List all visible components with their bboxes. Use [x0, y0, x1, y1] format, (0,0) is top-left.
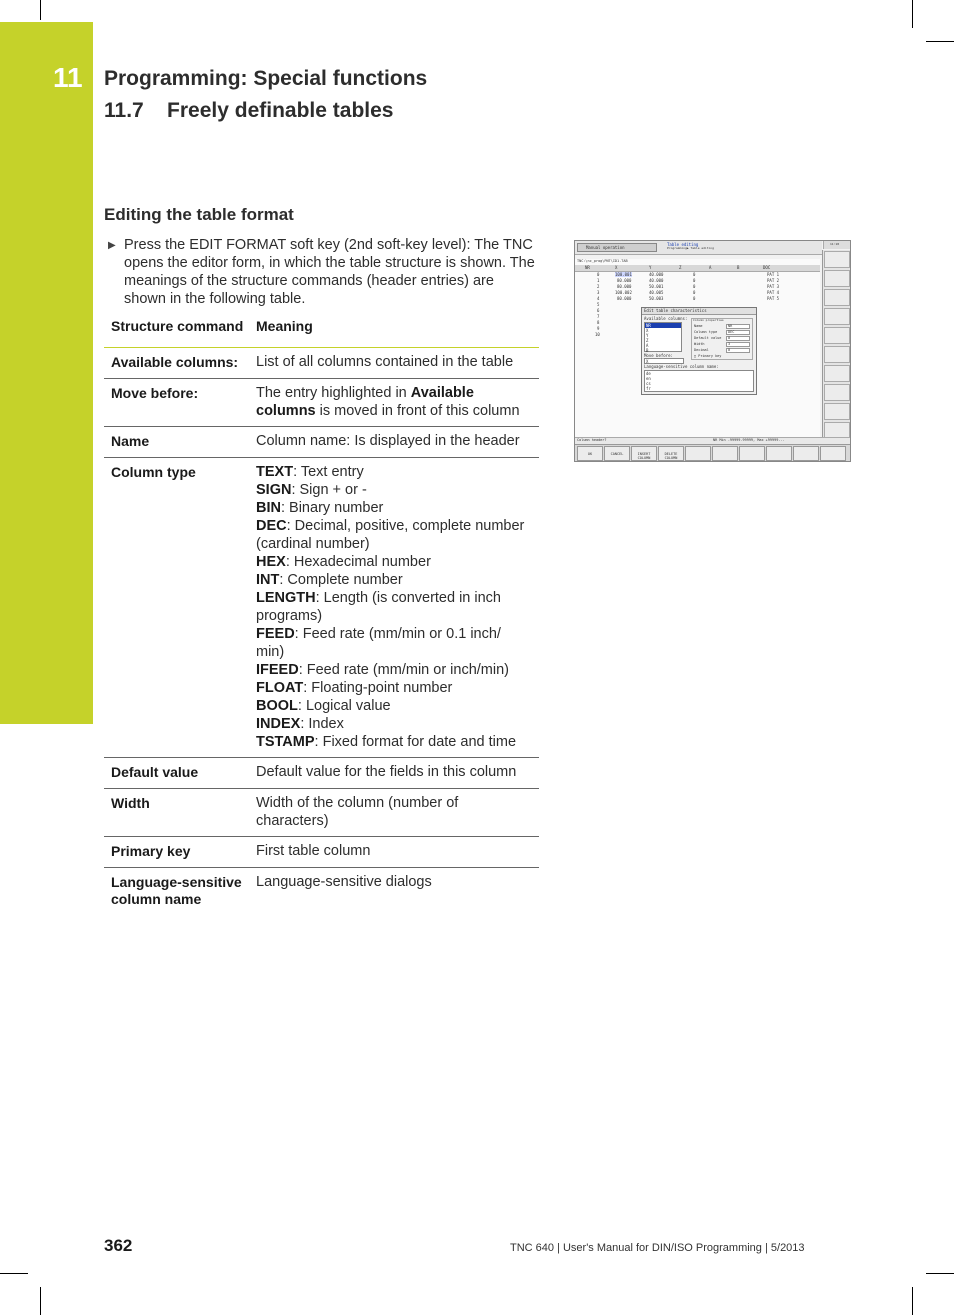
structure-table: [104, 310, 539, 915]
chapter-title: Programming: Special functions: [104, 67, 428, 90]
table-row: [104, 837, 539, 868]
available-columns-list[interactable]: NR X Y Z A B: [644, 322, 682, 352]
subsection-heading: Editing the table format: [104, 205, 294, 224]
header-cell: Meaning: [256, 318, 313, 334]
crop-mark: [926, 1273, 954, 1274]
meaning-cell: List of all columns contained in the table: [256, 354, 514, 370]
vertical-softkey[interactable]: [824, 251, 850, 268]
table-row: [104, 758, 539, 789]
grid-row: 5 6 7 8 9 10: [595, 302, 600, 337]
vertical-softkey[interactable]: [824, 289, 850, 306]
type-line: LENGTH: Length (is converted in inch programs): [256, 590, 501, 624]
table-row: [104, 379, 539, 427]
chapter-sidebar: [0, 22, 93, 724]
grid-header: NR X Y Z A B DOC: [575, 265, 820, 272]
section-title: 11.7 Freely definable tables: [104, 99, 394, 122]
bullet-text: Press the EDIT FORMAT soft key (2nd soft-key level): The TNC opens the editor form, in which the table structure is shown. The meanings of the structure commands (header entries) are shown in the following table.: [124, 237, 535, 307]
prop-field[interactable]: 3: [726, 342, 750, 347]
vertical-softkey[interactable]: [824, 308, 850, 325]
grid-row: 1 80.000 40.000 0 PAT 2: [597, 278, 780, 283]
type-line: BOOL: Logical value: [256, 698, 391, 714]
meaning-cell: Language-sensitive dialogs: [256, 874, 432, 890]
vertical-softkey[interactable]: [824, 327, 850, 344]
type-line: IFEED: Feed rate (mm/min or inch/min): [256, 662, 510, 678]
command-cell: Primary key: [111, 843, 191, 859]
grid-row: 3 100.002 40.005 0 PAT 4: [597, 290, 780, 295]
chapter-number: 11: [53, 62, 83, 93]
command-cell: Default value: [111, 764, 199, 780]
softkey-empty[interactable]: [739, 446, 765, 461]
prop-field[interactable]: DEC: [726, 330, 750, 335]
meaning-text: is moved in front of this column: [315, 403, 520, 419]
table-row: [104, 348, 539, 379]
softkey-delete-column[interactable]: DELETE COLUMN: [658, 446, 684, 461]
type-line: DEC: Decimal, positive, complete number (cardinal number): [256, 518, 525, 552]
prop-field[interactable]: 0: [726, 336, 750, 341]
grid-row: 2 80.000 50.001 0 PAT 3: [597, 284, 780, 289]
meaning-cell: Column name: Is displayed in the header: [256, 433, 520, 449]
command-cell: Width: [111, 795, 150, 811]
type-line: INDEX: Index: [256, 716, 344, 732]
command-cell: Name: [111, 433, 150, 449]
command-cell: Column type: [111, 464, 196, 480]
mode-table-editing: Table editing Programming▶ Table editing: [667, 242, 714, 250]
mode-manual-operation: Manual operation: [577, 243, 657, 252]
column-properties-group: Column properties Name NR Column type DEC Default value 0 Width 3 Decimal 0 □ Primary key: [691, 318, 753, 360]
dialog-title-bar: Edit table characteristics: [642, 308, 756, 315]
table-row: [104, 789, 539, 837]
crop-mark: [40, 1287, 41, 1315]
softkey-empty[interactable]: [820, 446, 846, 461]
meaning-cell: [254, 379, 539, 426]
vertical-softkey[interactable]: [824, 365, 850, 382]
instruction-bullet: [108, 236, 538, 308]
vertical-softkey[interactable]: [824, 346, 850, 363]
type-line: SIGN: Sign + or -: [256, 482, 367, 498]
table-row: [104, 868, 539, 915]
primary-key-checkbox[interactable]: □ Primary key: [694, 354, 722, 358]
crop-mark: [0, 1273, 28, 1274]
lang-label: Language-sensitive column name:: [644, 364, 719, 369]
page-number: 362: [104, 1236, 133, 1255]
horizontal-softkeys: [575, 444, 851, 462]
table-row: [104, 458, 539, 758]
meaning-cell: [254, 458, 539, 757]
prop-field[interactable]: NR: [726, 324, 750, 329]
tnc-screenshot: [574, 240, 851, 462]
table-row: [104, 427, 539, 458]
file-path: TNC:\nc_prog\PNT\ID1.TAB: [577, 259, 628, 263]
arrow-bullet-icon: ▶: [108, 240, 116, 251]
grid-row: 0 100.001 40.000 0 PAT 1: [597, 272, 780, 277]
screen-topbar: [575, 241, 822, 255]
type-line: INT: Complete number: [256, 572, 403, 588]
meaning-cell: First table column: [256, 843, 371, 859]
command-cell: Available columns:: [111, 354, 239, 370]
softkey-cancel[interactable]: CANCEL: [604, 446, 630, 461]
crop-mark: [912, 1287, 913, 1315]
command-cell: Move before:: [111, 385, 199, 401]
footer-text: TNC 640 | User's Manual for DIN/ISO Programming | 5/2013: [510, 1242, 805, 1254]
type-line: FEED: Feed rate (mm/min or 0.1 inch/ min): [256, 626, 501, 660]
type-line: TSTAMP: Fixed format for date and time: [256, 734, 517, 750]
type-line: FLOAT: Floating-point number: [256, 680, 453, 696]
grid-row: 4 80.000 50.003 0 PAT 5: [597, 296, 780, 301]
header-cell: Structure command: [111, 318, 244, 334]
meaning-cell: Default value for the fields in this column: [256, 764, 517, 780]
edit-table-dialog: [641, 307, 757, 395]
vertical-softkeys: [822, 250, 851, 445]
vertical-softkey[interactable]: [824, 384, 850, 401]
crop-mark: [40, 0, 41, 20]
screen-clock: 11:18: [823, 241, 851, 249]
crop-mark: [912, 0, 913, 28]
meaning-text: The entry highlighted in: [256, 385, 411, 401]
command-cell: Language-sensitive column name: [111, 874, 242, 907]
type-line: HEX: Hexadecimal number: [256, 554, 431, 570]
meaning-bold: Available columns: [256, 385, 474, 419]
language-list[interactable]: de en cs fr: [644, 370, 754, 392]
type-line: TEXT: Text entry: [256, 464, 364, 480]
move-before-label: Move before:: [644, 353, 673, 358]
softkey-empty[interactable]: [685, 446, 711, 461]
type-line: BIN: Binary number: [256, 500, 384, 516]
move-before-select[interactable]: X: [644, 358, 684, 364]
available-label: Available columns:: [644, 316, 688, 321]
meaning-cell: Width of the column (number of characters): [256, 795, 459, 829]
vertical-softkey[interactable]: [824, 403, 850, 420]
status-line: Column header? NR Min -99999.99999, Max +99999...: [575, 437, 851, 444]
softkey-ok[interactable]: OK: [577, 446, 603, 461]
crop-mark: [926, 41, 954, 42]
softkey-empty[interactable]: [712, 446, 738, 461]
softkey-empty[interactable]: [793, 446, 819, 461]
softkey-empty[interactable]: [766, 446, 792, 461]
prop-field[interactable]: 0: [726, 348, 750, 353]
table-header-row: [104, 310, 539, 348]
vertical-softkey[interactable]: [824, 270, 850, 287]
softkey-insert-column[interactable]: INSERT COLUMN: [631, 446, 657, 461]
